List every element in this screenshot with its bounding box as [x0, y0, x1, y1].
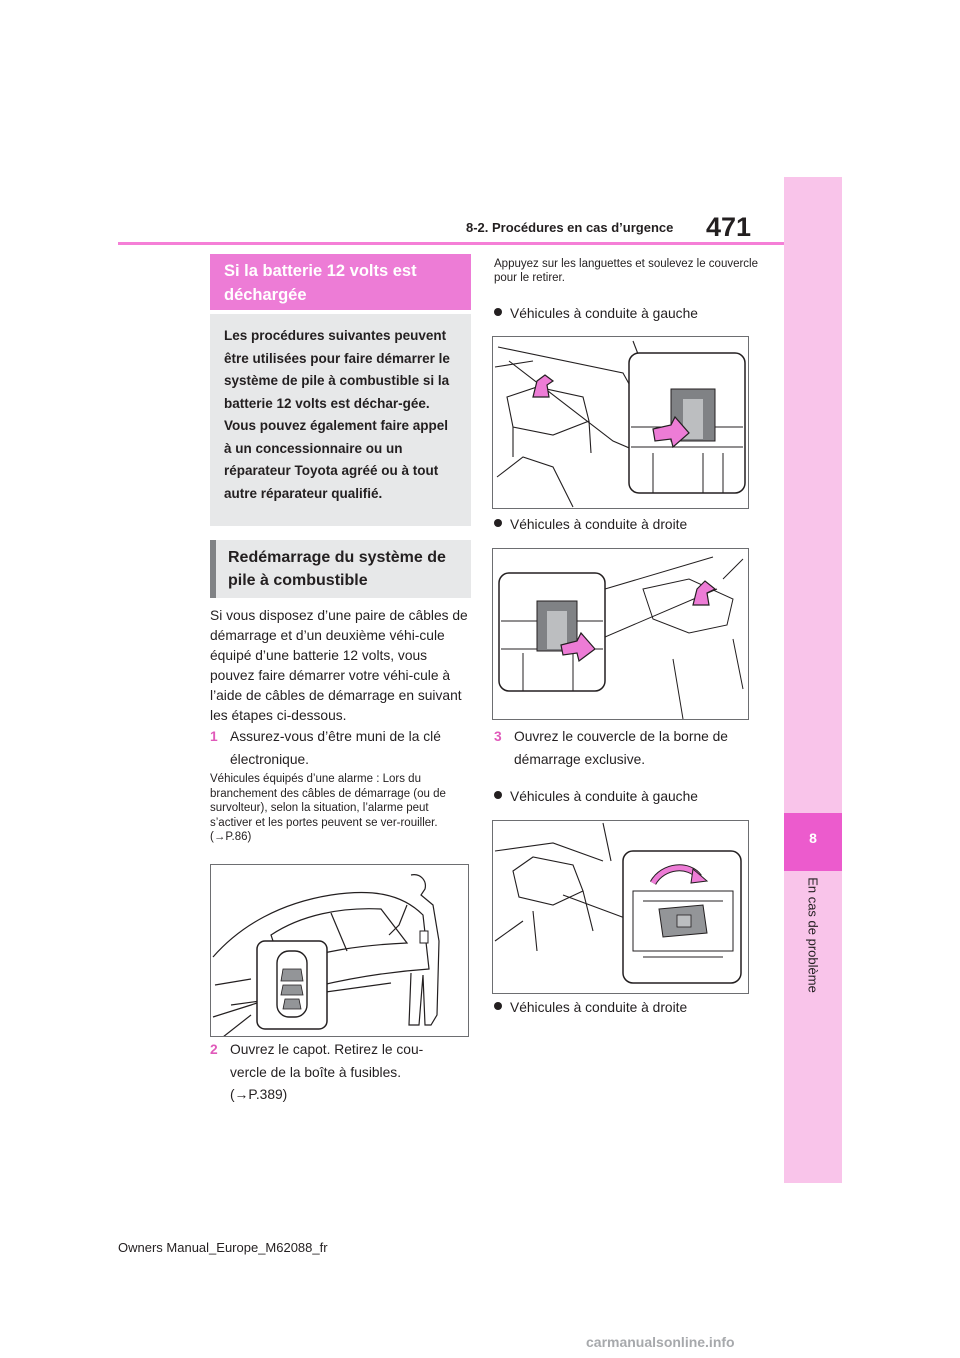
bullet-dot	[494, 519, 502, 527]
page-number: 471	[706, 212, 752, 242]
bullet-lhd-2	[494, 788, 698, 806]
bullet-rhd-2-text: Véhicules à conduite à droite	[510, 1000, 688, 1015]
rhd-tabs-illustration	[493, 549, 748, 719]
intro-paragraph: Si vous disposez d’une paire de câbles de démarrage et d’un deuxième véhi-cule équipé d’une batterie 12 volts, vous pouvez faire démarrer votre véhi-cule à l’aide de câbles de démarrage en suivant les étapes ci-dessous.	[210, 608, 468, 723]
step-3	[494, 726, 756, 772]
bullet-lhd-1	[494, 305, 698, 323]
step-3-number: 3	[494, 729, 502, 744]
step-1-number: 1	[210, 729, 218, 744]
bullet-rhd-1	[494, 516, 687, 534]
grey-heading: Redémarrage du système de pile à combustible	[210, 540, 471, 598]
section-title: 8-2. Procédures en cas d’urgence	[466, 220, 674, 235]
step-2-number: 2	[210, 1042, 218, 1057]
step-1-text: Assurez-vous d’être muni de la clé électronique.	[230, 729, 441, 767]
alarm-note: Véhicules équipés d’une alarme : Lors du branchement des câbles de démarrage (ou de survolteur), selon la situation, l’alarme peut s’activer et les portes peuvent se ver-rouiller. (→P.86)	[210, 773, 446, 843]
step-1	[210, 726, 472, 772]
figure-lhd-terminal-cover	[492, 820, 749, 994]
intro-text: Les procédures suivantes peuvent être utilisées pour faire démarrer le système de pile à combustible si la batterie 12 volts est déchar-gée. Vous pouvez également faire appel à un concessionnaire ou un réparateur Toyota agréé ou à tout autre réparateur qualifié.	[224, 328, 450, 501]
bullet-rhd-1-text: Véhicules à conduite à droite	[510, 517, 688, 532]
bullet-rhd-2	[494, 999, 687, 1017]
figure-rhd-cover-tabs	[492, 548, 749, 720]
header-rule	[118, 242, 784, 245]
watermark: carmanualsonline.info	[586, 1334, 735, 1350]
remove-cover-instruction: Appuyez sur les languettes et soulevez le couvercle pour le retirer.	[494, 258, 759, 284]
step-3-text: Ouvrez le couvercle de la borne de démarrage exclusive.	[514, 729, 728, 767]
chapter-number: 8	[809, 830, 817, 846]
pink-heading: Si la batterie 12 volts est déchargée	[210, 254, 471, 310]
intro-box	[210, 314, 471, 526]
car-and-key-illustration	[211, 865, 468, 1036]
bullet-dot	[494, 1002, 502, 1010]
footer-manual-id: Owners Manual_Europe_M62088_fr	[118, 1240, 328, 1255]
step-2-text: Ouvrez le capot. Retirez le cou-vercle de la boîte à fusibles. (→P.389)	[230, 1042, 424, 1102]
bullet-lhd-1-text: Véhicules à conduite à gauche	[510, 306, 698, 321]
bullet-dot	[494, 791, 502, 799]
figure-lhd-cover-tabs	[492, 336, 749, 509]
bullet-lhd-2-text: Véhicules à conduite à gauche	[510, 789, 698, 804]
lhd-tabs-illustration	[493, 337, 748, 508]
chapter-side-strip	[784, 177, 842, 1183]
lhd-terminal-illustration	[493, 821, 748, 993]
figure-electronic-key	[210, 864, 469, 1037]
bullet-dot	[494, 308, 502, 316]
step-2	[210, 1039, 472, 1109]
chapter-title: En cas de problème	[805, 877, 821, 993]
